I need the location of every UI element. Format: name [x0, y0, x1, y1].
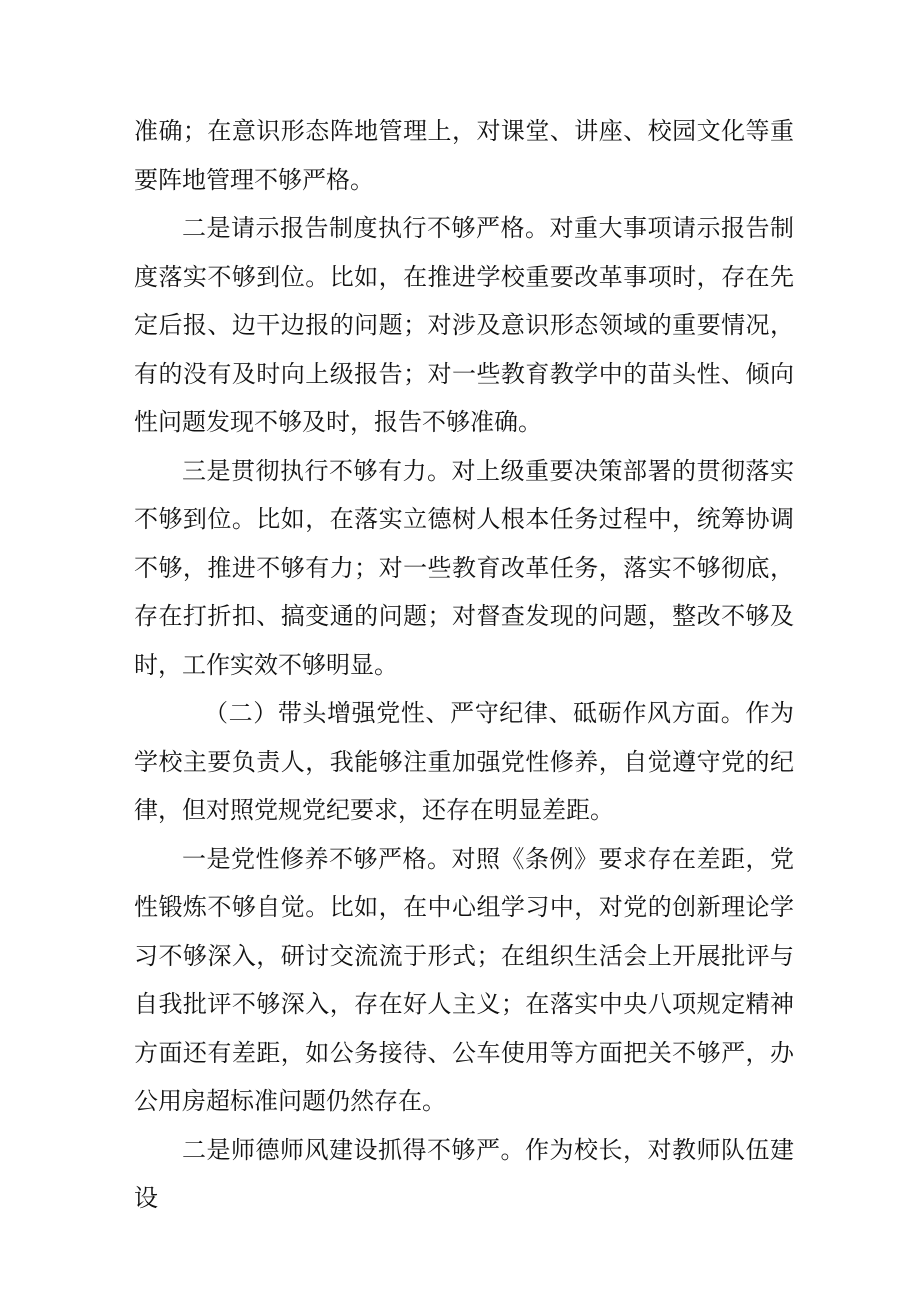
section-heading-paragraph: （二）带头增强党性、严守纪律、砥砺作风方面。作为学校主要负责人，我能够注重加强党性修养，自觉遵守党的纪律，但对照党规党纪要求，还存在明显差距。 — [134, 699, 794, 824]
paragraph-implementation: 三是贯彻执行不够有力。对上级重要决策部署的贯彻落实不够到位。比如，在落实立德树人根本任务过程中，统筹协调不够，推进不够有力；对一些教育改革任务，落实不够彻底，存在打折扣、搞变通的问题；对督查发现的问题，整改不够及时，工作实效不够明显。 — [134, 456, 794, 679]
paragraph-continuation: 准确；在意识形态阵地管理上，对课堂、讲座、校园文化等重要阵地管理不够严格。 — [134, 117, 794, 194]
paragraph-party-spirit: 一是党性修养不够严格。对照《条例》要求存在差距，党性锻炼不够自觉。比如，在中心组学习中，对党的创新理论学习不够深入，研讨交流流于形式；在组织生活会上开展批评与自我批评不够深入，存在好人主义；在落实中央八项规定精神方面还有差距，如公务接待、公车使用等方面把关不够严，办公用房超标准问题仍然存在。 — [134, 844, 794, 1115]
document-body — [134, 107, 794, 1223]
paragraph-reporting-system: 二是请示报告制度执行不够严格。对重大事项请示报告制度落实不够到位。比如，在推进学校重要改革事项时，存在先定后报、边干边报的问题；对涉及意识形态领域的重要情况，有的没有及时向上级报告；对一些教育教学中的苗头性、倾向性问题发现不够及时，报告不够准确。 — [134, 214, 794, 436]
paragraph-teacher-ethics: 二是师德师风建设抓得不够严。作为校长，对教师队伍建设 — [134, 1135, 794, 1212]
